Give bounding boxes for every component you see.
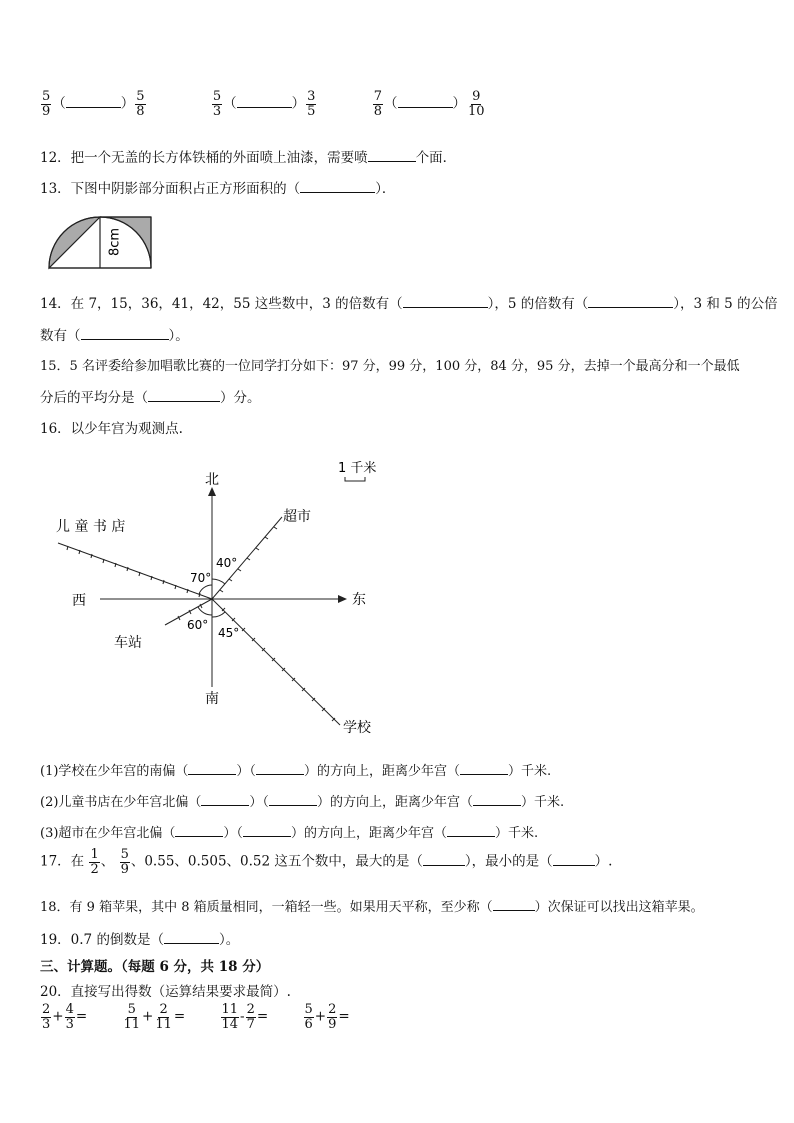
q16-3-blank-3[interactable] — [447, 824, 495, 837]
angle-label-1: 40° — [216, 556, 238, 570]
q11-item-2: $\frac{5}{3}$ （ ） $\frac{3}{5}$ — [212, 89, 316, 119]
q16-1-blank-1[interactable] — [188, 762, 236, 775]
q14-blank-3[interactable] — [81, 327, 169, 340]
q13-blank[interactable] — [300, 180, 375, 193]
q16-sub-2: (2)儿童书店在少年宫北偏（ ）（ ）的方向上，距离少年宫（ ）千米. — [40, 795, 565, 810]
q20-title: 20．直接写出得数（运算结果要求最简）. — [40, 984, 291, 1000]
q12: 12．把一个无盖的长方体铁桶的外面喷上油漆，需要喷 个面． — [40, 150, 457, 166]
q17: 17．在 $\frac{1}{2}$ 、 $\frac{5}{9}$ 、0.55、0.505、0.52 这五个数中，最大的是（ ），最小的是（ ）. — [40, 847, 613, 877]
q13-figure-label: 8cm — [107, 227, 123, 257]
q17-blank-1[interactable] — [423, 853, 465, 866]
angle-label-2: 70° — [190, 571, 212, 585]
q20-item-4: $\frac{5}{6}$ + $\frac{2}{9}$ = — [304, 1002, 350, 1032]
q18-blank[interactable] — [493, 898, 535, 911]
q16-1-blank-2[interactable] — [256, 762, 304, 775]
q16-3-blank-1[interactable] — [175, 824, 223, 837]
q19-blank[interactable] — [164, 931, 219, 944]
q16-1-blank-3[interactable] — [460, 762, 508, 775]
q14-blank-2[interactable] — [588, 295, 673, 308]
section-3-title: 三、计算题。（每题 6 分，共 18 分） — [40, 959, 270, 975]
q19: 19．0.7 的倒数是（ ）。 — [40, 932, 240, 948]
q16-sub-1: (1)学校在少年宫的南偏（ ）（ ）的方向上，距离少年宫（ ）千米. — [40, 764, 552, 779]
q13: 13．下图中阴影部分面积占正方形面积的（ ）． — [40, 181, 396, 197]
q11-item-1: $\frac{5}{9}$ （ ） $\frac{5}{8}$ — [42, 89, 145, 119]
q16-2-blank-2[interactable] — [269, 793, 317, 806]
q11-blank-3[interactable] — [398, 95, 453, 108]
q14-blank-1[interactable] — [403, 295, 488, 308]
label-supermarket: 超市 — [283, 509, 311, 525]
q20-item-2: $\frac{5}{11}$ + $\frac{2}{11}$ = — [123, 1002, 186, 1032]
label-station: 车站 — [114, 635, 142, 651]
angle-label-4: 45° — [218, 626, 240, 640]
scale-label: 1 千米 — [338, 461, 377, 476]
q11-blank-1[interactable] — [66, 95, 121, 108]
label-north: 北 — [205, 472, 219, 488]
q16-title: 16．以少年宫为观测点. — [40, 421, 183, 437]
angle-label-3: 60° — [187, 618, 209, 632]
compass-diagram — [50, 455, 390, 745]
label-south: 南 — [205, 691, 219, 707]
q11-blank-2[interactable] — [237, 95, 292, 108]
q16-3-blank-2[interactable] — [243, 824, 291, 837]
label-east: 东 — [352, 592, 366, 608]
q16-2-blank-1[interactable] — [201, 793, 249, 806]
q14-line-2: 数有（ ）。 — [40, 328, 189, 344]
label-west: 西 — [72, 593, 86, 609]
label-bookstore: 儿 童 书 店 — [56, 519, 126, 535]
label-school: 学校 — [343, 720, 371, 736]
q15-blank[interactable] — [148, 389, 220, 402]
q13-figure — [46, 216, 156, 272]
q17-blank-2[interactable] — [553, 853, 595, 866]
q20-item-3: $\frac{11}{14}$ - $\frac{2}{7}$ = — [221, 1002, 269, 1032]
q20-item-1: $\frac{2}{3}$ + $\frac{4}{3}$ = — [42, 1002, 88, 1032]
q15-line-2: 分后的平均分是（ ）分。 — [40, 390, 261, 406]
q15-line-1: 15．5 名评委给参加唱歌比赛的一位同学打分如下：97 分，99 分，100 分，84 分，95 分，去掉一个最高分和一个最低 — [40, 359, 740, 374]
q20-row — [40, 1003, 350, 1031]
q16-2-blank-3[interactable] — [473, 793, 521, 806]
q11-row — [40, 90, 487, 118]
q12-blank[interactable] — [368, 149, 416, 162]
q11-item-3: $\frac{7}{8}$ （ ） $\frac{9}{10}$ — [373, 89, 485, 119]
q18: 18．有 9 箱苹果，其中 8 箱质量相同，一箱轻一些。如果用天平称，至少称（ ）次保证可以找出这箱苹果。 — [40, 900, 704, 915]
q14-line-1: 14．在 7，15，36，41，42，55 这些数中，3 的倍数有（ ），5 的倍数有（ ），3 和 5 的公倍 — [40, 296, 778, 312]
q16-sub-3: (3)超市在少年宫北偏（ ）（ ）的方向上，距离少年宫（ ）千米. — [40, 826, 539, 841]
